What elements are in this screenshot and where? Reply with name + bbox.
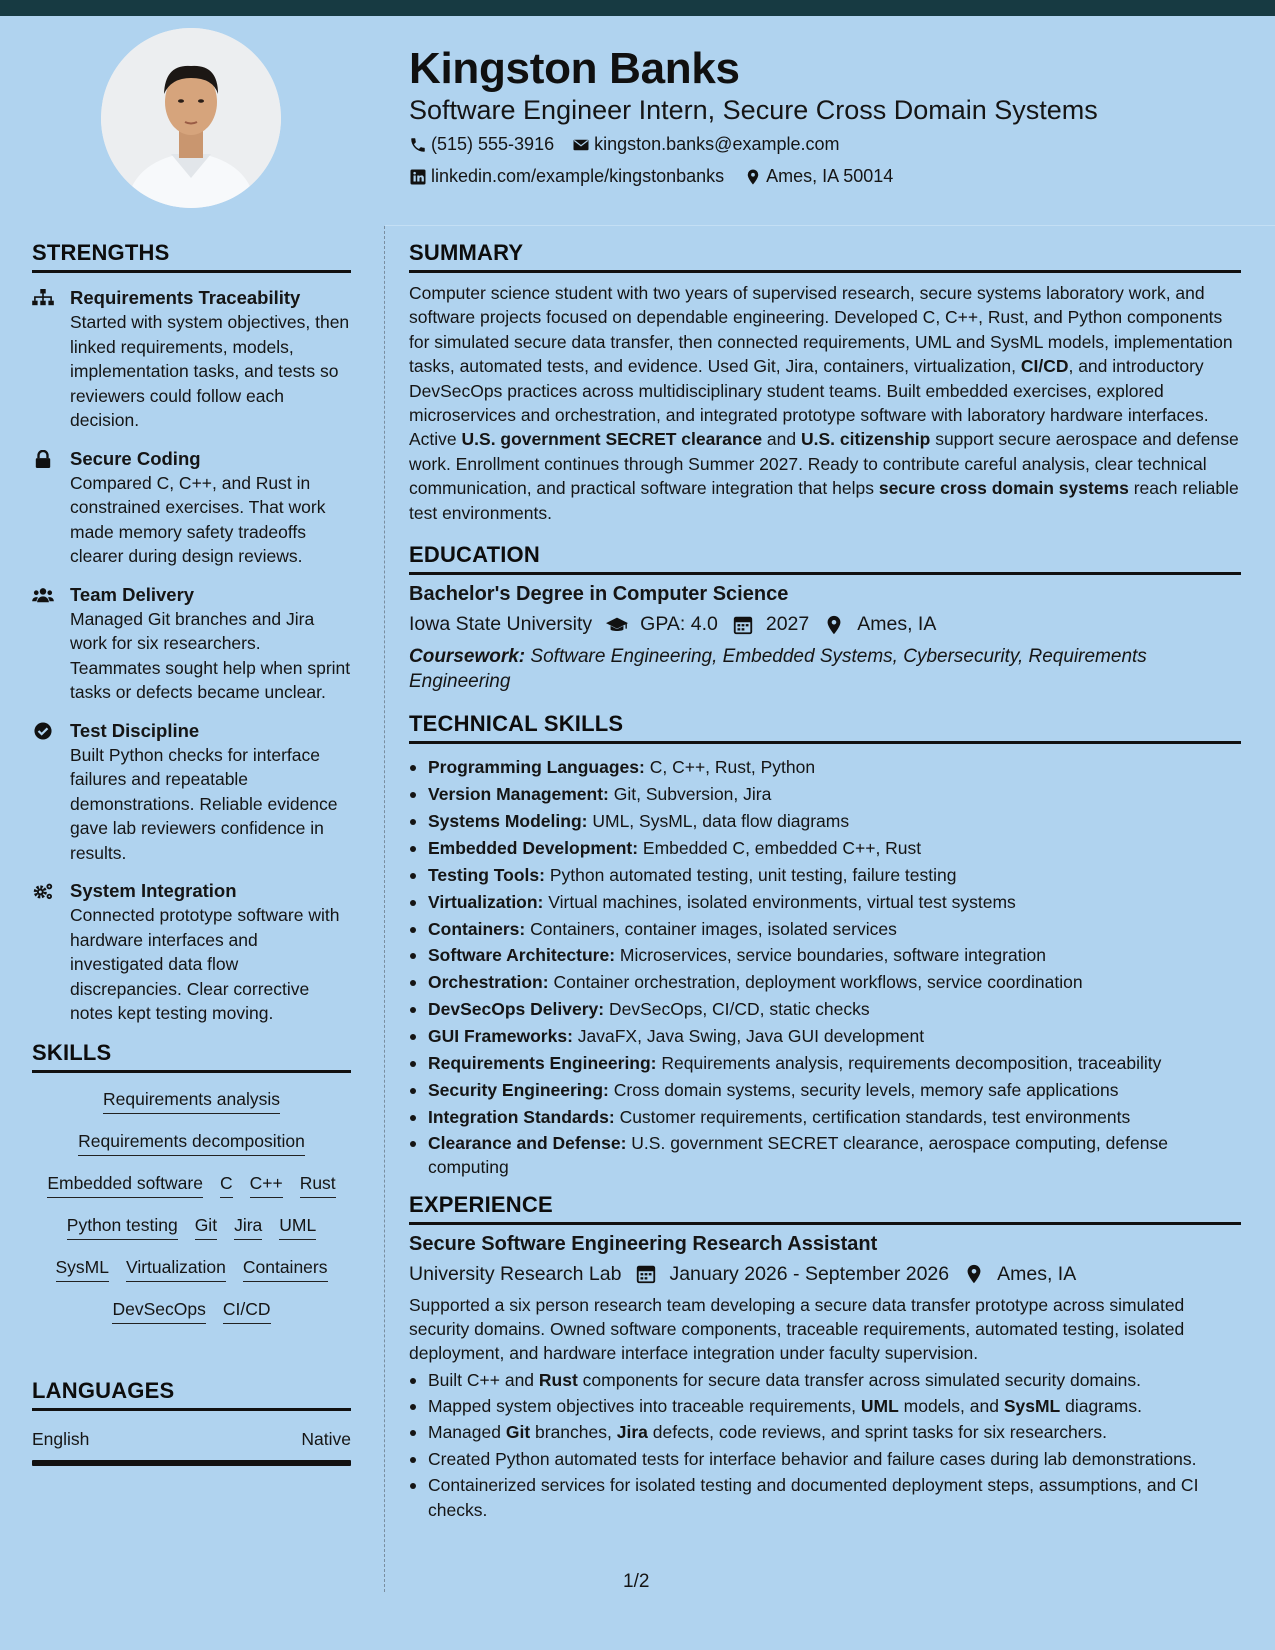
users-icon xyxy=(32,586,54,604)
linkedin-text: linkedin.com/example/kingstonbanks xyxy=(431,166,725,186)
languages-heading: LANGUAGES xyxy=(32,1378,351,1411)
strength-title: Requirements Traceability xyxy=(70,287,301,308)
language-level-bar xyxy=(32,1460,351,1466)
language-name: English xyxy=(32,1428,90,1449)
lock-icon xyxy=(32,450,54,468)
envelope-icon xyxy=(572,136,590,154)
right-column xyxy=(409,240,1241,1524)
strength-desc: Built Python checks for interface failures and repeatable demonstrations. Reliable evidence gave lab reviewers confidence in results. xyxy=(70,744,338,863)
skill-tag: C++ xyxy=(250,1167,283,1198)
education-meta xyxy=(409,613,1241,636)
header-divider xyxy=(385,225,1275,226)
job-location: Ames, IA xyxy=(997,1262,1077,1285)
skill-tag: CI/CD xyxy=(223,1293,271,1324)
summary-text: Computer science student with two years of supervised research, secure systems laboratory work, and software projects focused on dependable engineering. Developed C, C++, Rust, and Python components for simulated secure data transfer, then connected requirements, UML and SysML models, implementation tasks, automated tests, and evidence. Used Git, Jira, containers, virtualization, CI/CD, and introductory DevSecOps practices across multidisciplinary student teams. Built embedded exercises, explored microservices and orchestration, and integrated prototype software with laboratory hardware interfaces. Active U.S. government SECRET clearance and U.S. citizenship support secure aerospace and defense work. Enrollment continues through Summer 2027. Ready to contribute careful analysis, clear technical communication, and practical software integration that helps secure cross domain systems reach reliable test environments. xyxy=(409,283,1239,523)
experience-heading: EXPERIENCE xyxy=(409,1192,1241,1225)
skill-tag: SysML xyxy=(56,1251,109,1282)
job-bullet: Containerized services for isolated testing and documented deployment steps, assumptions, and CI checks. xyxy=(409,1473,1241,1522)
tech-skill-item: Orchestration: Container orchestration, deployment workflows, service coordination xyxy=(409,969,1241,996)
calendar-icon xyxy=(635,1264,657,1284)
skill-tag: DevSecOps xyxy=(112,1293,205,1324)
job-bullet: Mapped system objectives into traceable requirements, UML models, and SysML diagrams. xyxy=(409,1394,1241,1418)
job-org: University Research Lab xyxy=(409,1262,622,1285)
job-description: Supported a six person research team developing a secure data transfer prototype across simulated security domains. Owned software components, traceable requirements, automated testing, isolated deployment, and hardware interface integration under faculty supervision. xyxy=(409,1294,1185,1364)
skills-list xyxy=(32,1083,351,1324)
tech-skill-item: Programming Languages: C, C++, Rust, Python xyxy=(409,754,1241,781)
profile-photo xyxy=(101,28,281,208)
job-bullet: Managed Git branches, Jira defects, code reviews, and sprint tasks for six researchers. xyxy=(409,1420,1241,1444)
tech-skill-item: Clearance and Defense: U.S. government SECRET clearance, aerospace computing, defense computing xyxy=(409,1131,1241,1180)
candidate-name: Kingston Banks xyxy=(409,44,740,93)
strength-desc: Compared C, C++, and Rust in constrained exercises. That work made memory safety tradeoffs clearer during design reviews. xyxy=(70,472,326,566)
language-row xyxy=(32,1429,351,1450)
skill-tag: Rust xyxy=(300,1167,336,1198)
strength-item xyxy=(32,719,351,866)
technical-skills-list xyxy=(409,754,1241,1180)
strength-desc: Managed Git branches and Jira work for six researchers. Teammates sought help when sprint tasks or defects became unclear. xyxy=(70,608,351,702)
linkedin-icon xyxy=(409,168,427,186)
skill-tag: Virtualization xyxy=(126,1251,226,1282)
graduation-cap-icon xyxy=(606,615,628,635)
calendar-icon xyxy=(732,615,754,635)
school-name: Iowa State University xyxy=(409,613,593,636)
education-location: Ames, IA xyxy=(857,613,937,636)
phone-text: (515) 555-3916 xyxy=(431,134,555,154)
skill-tag: Containers xyxy=(243,1251,328,1282)
skill-tag: Requirements decomposition xyxy=(78,1125,305,1156)
skill-tag: Jira xyxy=(234,1209,262,1240)
tech-skill-item: Systems Modeling: UML, SysML, data flow diagrams xyxy=(409,808,1241,835)
strength-title: Secure Coding xyxy=(70,447,201,469)
tech-skill-item: Security Engineering: Cross domain systems, security levels, memory safe applications xyxy=(409,1077,1241,1104)
tech-skill-item: Testing Tools: Python automated testing, unit testing, failure testing xyxy=(409,862,1241,889)
job-bullet: Built C++ and Rust components for secure data transfer across simulated security domains. xyxy=(409,1368,1241,1392)
contact-email[interactable] xyxy=(572,134,839,155)
strengths-list xyxy=(32,286,351,1026)
strength-title: System Integration xyxy=(70,880,237,901)
tech-skill-item: GUI Frameworks: JavaFX, Java Swing, Java GUI development xyxy=(409,1023,1241,1050)
map-pin-icon xyxy=(963,1264,985,1284)
tech-skill-item: Requirements Engineering: Requirements analysis, requirements decomposition, traceability xyxy=(409,1050,1241,1077)
skill-tag: Embedded software xyxy=(47,1167,203,1198)
strength-item xyxy=(32,447,351,569)
tech-skill-item: Integration Standards: Customer requirements, certification standards, test environments xyxy=(409,1104,1241,1131)
skill-tag: Python testing xyxy=(67,1209,178,1240)
job-title: Secure Software Engineering Research Assistant xyxy=(409,1232,878,1255)
degree-title: Bachelor's Degree in Computer Science xyxy=(409,583,789,606)
language-level: Native xyxy=(301,1428,351,1449)
job-bullet: Created Python automated tests for interface behavior and failure cases during lab demonstrations. xyxy=(409,1447,1241,1471)
skill-tag: UML xyxy=(279,1209,316,1240)
tech-skill-item: Version Management: Git, Subversion, Jira xyxy=(409,781,1241,808)
education-heading: EDUCATION xyxy=(409,542,1241,575)
skill-tag: Requirements analysis xyxy=(103,1083,280,1114)
column-divider xyxy=(384,226,385,1592)
graduation-year: 2027 xyxy=(765,613,810,636)
strength-title: Test Discipline xyxy=(70,719,200,741)
contact-phone[interactable] xyxy=(409,134,554,155)
job-dates: January 2026 - September 2026 xyxy=(669,1262,950,1285)
summary-heading: SUMMARY xyxy=(409,240,1241,273)
tech-skill-item: Containers: Containers, container images, isolated services xyxy=(409,916,1241,943)
location-text: Ames, IA 50014 xyxy=(766,166,894,186)
contact-line-1 xyxy=(409,134,857,155)
contact-location xyxy=(744,166,893,187)
hierarchy-icon xyxy=(32,289,54,307)
strength-item xyxy=(32,879,351,1026)
tech-skill-item: Virtualization: Virtual machines, isolated environments, virtual test systems xyxy=(409,889,1241,916)
left-column xyxy=(32,240,351,1466)
phone-icon xyxy=(409,136,427,154)
skill-tag: Git xyxy=(195,1209,217,1240)
page-number: 1/2 xyxy=(623,1571,650,1592)
strengths-heading: STRENGTHS xyxy=(32,240,351,273)
candidate-title: Software Engineer Intern, Secure Cross Domain Systems xyxy=(409,95,1098,125)
job-bullets xyxy=(409,1368,1241,1522)
email-text: kingston.banks@example.com xyxy=(594,134,840,154)
coursework: Coursework: Software Engineering, Embedded Systems, Cybersecurity, Requirements Engineering xyxy=(409,646,1147,692)
gpa-text: GPA: 4.0 xyxy=(640,613,718,636)
contact-linkedin[interactable] xyxy=(409,166,724,187)
check-circle-icon xyxy=(32,722,54,740)
skill-tag: C xyxy=(220,1167,233,1198)
tech-skill-item: DevSecOps Delivery: DevSecOps, CI/CD, static checks xyxy=(409,996,1241,1023)
tech-skill-item: Software Architecture: Microservices, service boundaries, software integration xyxy=(409,942,1241,969)
top-bar xyxy=(0,0,1275,16)
contact-line-2 xyxy=(409,166,911,187)
tech-skill-item: Embedded Development: Embedded C, embedded C++, Rust xyxy=(409,835,1241,862)
strength-item xyxy=(32,286,351,433)
gears-icon xyxy=(32,882,54,900)
strength-title: Team Delivery xyxy=(70,583,195,605)
skills-heading: SKILLS xyxy=(32,1040,351,1073)
strength-desc: Started with system objectives, then linked requirements, models, implementation tasks, and tests so reviewers could follow each decision. xyxy=(70,312,350,430)
strength-desc: Connected prototype software with hardware interfaces and investigated data flow discrepancies. Clear corrective notes kept testing moving. xyxy=(70,905,340,1023)
job-meta xyxy=(409,1263,1241,1286)
map-pin-icon xyxy=(823,615,845,635)
technical-skills-heading: TECHNICAL SKILLS xyxy=(409,711,1241,744)
map-pin-icon xyxy=(744,168,762,186)
strength-item xyxy=(32,583,351,705)
